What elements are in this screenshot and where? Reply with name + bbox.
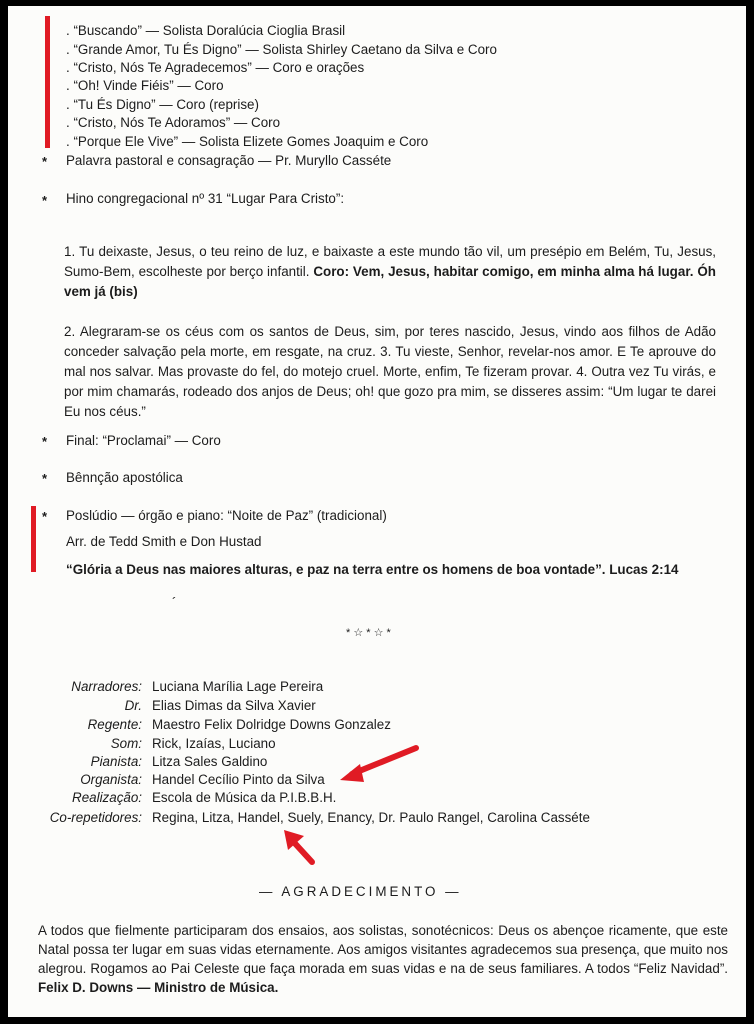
credit-value: Rick, Izaías, Luciano <box>152 736 276 751</box>
red-margin-bar-bottom <box>31 506 36 572</box>
credit-value: Maestro Felix Dolridge Downs Gonzalez <box>152 717 391 732</box>
program-item: . “Oh! Vinde Fiéis” — Coro <box>66 78 224 93</box>
hymn-verse-1 <box>64 242 716 302</box>
red-arrow-icon <box>338 744 422 786</box>
credit-label: Realização: <box>72 790 142 805</box>
credit-label: Pianista: <box>90 754 142 769</box>
program-item: . “Buscando” — Solista Doralúcia Cioglia Brasil <box>66 23 346 38</box>
red-arrow-icon <box>280 828 320 868</box>
verse-1-chorus: Coro: Vem, Jesus, habitar comigo, em minha alma há lugar. Óh vem já (bis) <box>64 264 716 299</box>
program-item: . “Tu És Digno” — Coro (reprise) <box>66 97 259 112</box>
agradecimento-signature: Felix D. Downs — Ministro de Música. <box>38 980 279 995</box>
credit-value: Regina, Litza, Handel, Suely, Enancy, Dr. Paulo Rangel, Carolina Casséte <box>152 810 590 825</box>
credit-value: Luciana Marília Lage Pereira <box>152 679 324 694</box>
verse-1-text: 1. Tu deixaste, Jesus, o teu reino de luz, e baixaste a este mundo tão vil, um presépio em Belém, Tu, Jesus, Sumo-Bem, escolheste por berço infantil. <box>64 244 716 279</box>
hymn-verse-2: 2. Alegraram-se os céus com os santos de Deus, sim, por teres nascido, Jesus, vindo aos filhos de Adão conceder salvação pela morte, em resgate, na cruz. 3. Tu vieste, Senhor, revelar-nos amor. E Te aprouve do mal nos salvar. Mas provaste do fel, do motejo cruel. Morte, enfim, Te fizeram provar. 4. Outra vez Tu virás, e por mim chamarás, rodeado dos anjos de Deus; oh! que gozo pra mim, se disseres assim: “Um lugar te darei Eu nos céus.” <box>64 324 716 419</box>
stray-mark: ´ <box>172 595 177 610</box>
credit-label: Organista: <box>80 772 142 787</box>
program-item: . “Cristo, Nós Te Adoramos” — Coro <box>66 115 281 130</box>
credit-value: Litza Sales Galdino <box>152 754 268 769</box>
bullet-asterisk: * <box>42 434 48 449</box>
credit-value: Handel Cecílio Pinto da Silva <box>152 772 325 787</box>
credit-value: Escola de Música da P.I.B.B.H. <box>152 790 337 805</box>
program-item: . “Grande Amor, Tu És Digno” — Solista Shirley Caetano da Silva e Coro <box>66 42 497 57</box>
red-margin-bar-top <box>45 16 50 148</box>
program-item: . “Cristo, Nós Te Agradecemos” — Coro e orações <box>66 60 365 75</box>
arranjo-line: Arr. de Tedd Smith e Don Hustad <box>66 534 262 549</box>
palavra-pastoral: Palavra pastoral e consagração — Pr. Muryllo Casséte <box>66 153 392 168</box>
bullet-asterisk: * <box>42 471 48 486</box>
scripture-quote: “Glória a Deus nas maiores alturas, e paz na terra entre os homens de boa vontade”. Lucas 2:14 <box>66 562 679 577</box>
bullet-asterisk: * <box>42 509 48 524</box>
bullet-asterisk: * <box>42 154 48 169</box>
posludio-item: Poslúdio — órgão e piano: “Noite de Paz” (tradicional) <box>66 508 387 523</box>
bencao-item: Bênnção apostólica <box>66 470 183 485</box>
final-item: Final: “Proclamai” — Coro <box>66 433 221 448</box>
bullet-asterisk: * <box>42 193 48 208</box>
hino-title: Hino congregacional nº 31 “Lugar Para Cristo”: <box>66 191 345 206</box>
credit-label: Co-repetidores: <box>49 810 142 825</box>
program-item: . “Porque Ele Vive” — Solista Elizete Gomes Joaquim e Coro <box>66 134 429 149</box>
credit-label: Som: <box>110 736 142 751</box>
credit-label: Regente: <box>87 717 142 732</box>
credit-value: Elias Dimas da Silva Xavier <box>152 698 316 713</box>
credit-label: Narradores: <box>71 679 142 694</box>
agradecimento-paragraph <box>38 921 728 997</box>
program-page <box>8 6 746 1017</box>
star-separator: * ☆ * ☆ * <box>346 627 391 639</box>
agradecimento-heading: — AGRADECIMENTO — <box>259 884 462 899</box>
agradecimento-text: A todos que fielmente participaram dos ensaios, aos solistas, sonotécnicos: Deus os abençoe ricamente, que este Natal possa ter lugar em suas vidas eternamente. Aos amigos visitantes agradecemos sua presença, que muito nos alegrou. Rogamos ao Pai Celeste que faça morada em suas vidas e na de seus familiares. A todos “Feliz Navidad”. <box>38 923 728 976</box>
credit-label: Dr. <box>124 698 142 713</box>
